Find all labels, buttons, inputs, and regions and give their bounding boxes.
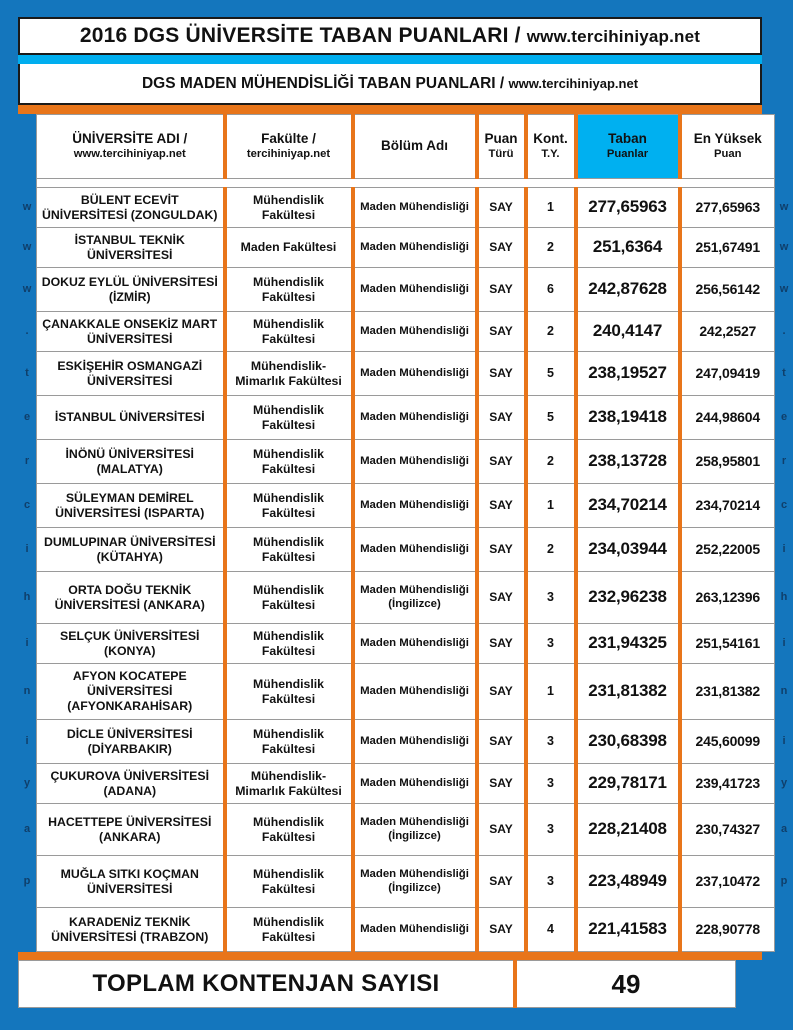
cell-score-type: SAY [477,268,526,312]
cell-department: Maden Mühendisliği [353,484,477,528]
cell-min-score: 238,19527 [576,352,680,396]
cell-quota: 3 [526,764,576,804]
col-header-score-type [477,115,526,179]
cell-min-score: 240,4147 [576,312,680,352]
cell-quota: 3 [526,804,576,856]
table-row[interactable] [37,664,775,720]
scores-table [36,114,775,952]
watermark-spacer [18,114,36,187]
left-watermark-strip [18,114,36,952]
cell-department: Maden Mühendisliği [353,268,477,312]
cell-min-score: 230,68398 [576,720,680,764]
watermark-letter: i [782,637,786,649]
col-header-department [353,115,477,179]
cell-faculty: Mühendislik Fakültesi [225,804,353,856]
cell-faculty: Mühendislik Fakültesi [225,572,353,624]
cell-min-score: 232,96238 [576,572,680,624]
cell-score-type: SAY [477,624,526,664]
right-watermark-strip [775,114,793,952]
bottom-frame [18,1008,762,1030]
cell-university: DİCLE ÜNİVERSİTESİ (DİYARBAKIR) [37,720,225,764]
watermark-letter: h [780,591,788,603]
cell-min-score: 231,81382 [576,664,680,720]
watermark-letter: . [25,325,29,337]
watermark-letter: c [23,499,31,511]
cell-score-type: SAY [477,188,526,228]
watermark-letter: i [25,637,29,649]
col-header-quota-line2: T.Y. [541,147,560,160]
cell-faculty: Mühendislik Fakültesi [225,720,353,764]
cell-score-type: SAY [477,804,526,856]
col-header-quota [526,115,576,179]
cell-min-score: 242,87628 [576,268,680,312]
cell-university: ÇUKUROVA ÜNİVERSİTESİ (ADANA) [37,764,225,804]
table-row[interactable] [37,908,775,952]
cyan-divider [18,55,762,64]
cell-quota: 2 [526,528,576,572]
cell-university: AFYON KOCATEPE ÜNİVERSİTESİ (AFYONKARAHİSAR) [37,664,225,720]
table-row[interactable] [37,804,775,856]
table-row[interactable] [37,188,775,228]
col-header-min-score-line1: Taban [608,131,647,147]
table-row[interactable] [37,528,775,572]
cell-score-type: SAY [477,572,526,624]
header-row [37,115,775,179]
cell-min-score: 234,03944 [576,528,680,572]
page-subtitle-text: DGS MADEN MÜHENDİSLİĞİ TABAN PUANLARI / [141,74,509,92]
cell-department: Maden Mühendisliği (İngilizce) [353,856,477,908]
cell-quota: 1 [526,484,576,528]
watermark-letter: . [782,325,786,337]
cell-quota: 3 [526,720,576,764]
page-title-text: 2016 DGS ÜNİVERSİTE TABAN PUANLARI / [79,24,527,47]
watermark-spacer [775,114,793,187]
cell-max-score: 231,81382 [680,664,775,720]
table-row[interactable] [37,484,775,528]
cell-max-score: 230,74327 [680,804,775,856]
cell-university: İSTANBUL ÜNİVERSİTESİ [37,396,225,440]
page-subtitle [142,75,638,93]
cell-max-score: 251,67491 [680,228,775,268]
watermark-letter: p [780,875,788,887]
cell-university: İSTANBUL TEKNİK ÜNİVERSİTESİ [37,228,225,268]
watermark-letter: w [779,241,789,253]
cell-quota: 5 [526,396,576,440]
cell-university: DOKUZ EYLÜL ÜNİVERSİTESİ (İZMİR) [37,268,225,312]
col-header-score-type-line2: Türü [488,147,514,160]
header-gap-row [37,179,775,188]
cell-university: İNÖNÜ ÜNİVERSİTESİ (MALATYA) [37,440,225,484]
col-header-score-type-line1: Puan [484,131,518,147]
watermark-letter: e [23,411,31,423]
total-label: TOPLAM KONTENJAN SAYISI [19,961,516,1008]
cell-university: ORTA DOĞU TEKNİK ÜNİVERSİTESİ (ANKARA) [37,572,225,624]
cell-university: ESKİŞEHİR OSMANGAZİ ÜNİVERSİTESİ [37,352,225,396]
watermark-letter: w [779,283,789,295]
cell-max-score: 244,98604 [680,396,775,440]
watermark-letter: w [22,201,32,213]
cell-university: HACETTEPE ÜNİVERSİTESİ (ANKARA) [37,804,225,856]
cell-department: Maden Mühendisliği [353,908,477,952]
cell-faculty: Mühendislik Fakültesi [225,528,353,572]
cell-department: Maden Mühendisliği [353,352,477,396]
cell-min-score: 221,41583 [576,908,680,952]
total-row [19,961,736,1008]
cell-department: Maden Mühendisliği [353,624,477,664]
cell-faculty: Mühendislik Fakültesi [225,188,353,228]
table-head [37,115,775,188]
cell-max-score: 234,70214 [680,484,775,528]
cell-department: Maden Mühendisliği [353,440,477,484]
col-header-department-line1: Bölüm Adı [381,138,448,154]
cell-score-type: SAY [477,396,526,440]
watermark-letter: a [23,823,31,835]
cell-min-score: 251,6364 [576,228,680,268]
cell-score-type: SAY [477,664,526,720]
col-header-faculty-line2: tercihiniyap.net [246,147,331,160]
cell-max-score: 263,12396 [680,572,775,624]
cell-score-type: SAY [477,764,526,804]
cell-quota: 4 [526,908,576,952]
watermark-letter: w [779,201,789,213]
table-row[interactable] [37,268,775,312]
cell-min-score: 228,21408 [576,804,680,856]
cell-max-score: 258,95801 [680,440,775,484]
cell-university: SÜLEYMAN DEMİREL ÜNİVERSİTESİ (ISPARTA) [37,484,225,528]
watermark-letter: n [23,685,31,697]
cell-max-score: 245,60099 [680,720,775,764]
cell-score-type: SAY [477,228,526,268]
cell-quota: 2 [526,312,576,352]
col-header-university-line1: ÜNİVERSİTE ADI / [72,131,188,147]
cell-min-score: 223,48949 [576,856,680,908]
table-body [37,188,775,952]
cell-score-type: SAY [477,908,526,952]
watermark-letter: r [781,455,787,467]
cell-department: Maden Mühendisliği (İngilizce) [353,572,477,624]
cell-department: Maden Mühendisliği [353,764,477,804]
cell-max-score: 277,65963 [680,188,775,228]
cell-department: Maden Mühendisliği [353,188,477,228]
cell-faculty: Mühendislik Fakültesi [225,312,353,352]
watermark-letter: y [780,777,788,789]
cell-max-score: 247,09419 [680,352,775,396]
watermark-letter: i [25,543,29,555]
cell-department: Maden Mühendisliği [353,312,477,352]
cell-score-type: SAY [477,312,526,352]
col-header-max-score-line1: En Yüksek [693,131,762,147]
total-area [18,960,762,1008]
watermark-letter: h [23,591,31,603]
table-row[interactable] [37,720,775,764]
table-row[interactable] [37,312,775,352]
watermark-letter: w [22,241,32,253]
table-row[interactable] [37,228,775,268]
cell-faculty: Mühendislik-Mimarlık Fakültesi [225,352,353,396]
cell-min-score: 238,19418 [576,396,680,440]
cell-min-score: 238,13728 [576,440,680,484]
col-header-faculty [225,115,353,179]
watermark-letter: p [23,875,31,887]
cell-quota: 1 [526,664,576,720]
cell-department: Maden Mühendisliği [353,396,477,440]
col-header-quota-line1: Kont. [533,131,568,147]
total-table [18,960,736,1008]
cell-min-score: 231,94325 [576,624,680,664]
cell-quota: 2 [526,228,576,268]
cell-quota: 6 [526,268,576,312]
col-header-max-score-line2: Puan [713,147,742,160]
cell-quota: 3 [526,572,576,624]
watermark-letter: n [780,685,788,697]
cell-quota: 1 [526,188,576,228]
cell-department: Maden Mühendisliği [353,228,477,268]
header-gap-cell [37,179,775,188]
col-header-min-score [576,115,680,179]
cell-score-type: SAY [477,720,526,764]
cell-faculty: Mühendislik Fakültesi [225,484,353,528]
watermark-letter: i [782,735,786,747]
table-row[interactable] [37,624,775,664]
cell-faculty: Mühendislik Fakültesi [225,908,353,952]
cell-min-score: 234,70214 [576,484,680,528]
col-header-university-line2: www.tercihiniyap.net [73,147,186,160]
watermark-letter: y [23,777,31,789]
table-row[interactable] [37,764,775,804]
cell-faculty: Mühendislik Fakültesi [225,664,353,720]
table-row[interactable] [37,572,775,624]
cell-department: Maden Mühendisliği [353,720,477,764]
watermark-letter: t [25,367,29,379]
cell-university: DUMLUPINAR ÜNİVERSİTESİ (KÜTAHYA) [37,528,225,572]
table-row[interactable] [37,396,775,440]
watermark-letter: t [782,367,786,379]
cell-quota: 2 [526,440,576,484]
cell-university: MUĞLA SITKI KOÇMAN ÜNİVERSİTESİ [37,856,225,908]
cell-score-type: SAY [477,440,526,484]
cell-score-type: SAY [477,528,526,572]
cell-faculty: Mühendislik Fakültesi [225,856,353,908]
table-area [18,114,789,952]
cell-quota: 3 [526,856,576,908]
orange-divider-bottom [18,952,762,960]
table-row[interactable] [37,352,775,396]
cell-faculty: Mühendislik Fakültesi [225,396,353,440]
cell-university: BÜLENT ECEVİT ÜNİVERSİTESİ (ZONGULDAK) [37,188,225,228]
watermark-letter: e [780,411,788,423]
cell-quota: 3 [526,624,576,664]
watermark-letter: c [780,499,788,511]
cell-score-type: SAY [477,856,526,908]
cell-faculty: Mühendislik Fakültesi [225,624,353,664]
col-header-university [37,115,225,179]
col-header-faculty-line1: Fakülte / [261,131,316,147]
cell-score-type: SAY [477,484,526,528]
col-header-min-score-line2: Puanlar [606,147,649,160]
page-title-url: www.tercihiniyap.net [526,27,701,46]
cell-faculty: Maden Fakültesi [225,228,353,268]
watermark-letter: i [25,735,29,747]
cell-faculty: Mühendislik-Mimarlık Fakültesi [225,764,353,804]
table-row[interactable] [37,856,775,908]
cell-max-score: 242,2527 [680,312,775,352]
cell-score-type: SAY [477,352,526,396]
orange-divider-top [18,105,762,114]
watermark-letter: w [22,283,32,295]
cell-quota: 5 [526,352,576,396]
cell-university: KARADENİZ TEKNİK ÜNİVERSİTESİ (TRABZON) [37,908,225,952]
cell-faculty: Mühendislik Fakültesi [225,268,353,312]
cell-max-score: 228,90778 [680,908,775,952]
cell-min-score: 229,78171 [576,764,680,804]
col-header-max-score [680,115,775,179]
page-title [80,24,700,48]
cell-department: Maden Mühendisliği (İngilizce) [353,804,477,856]
cell-max-score: 252,22005 [680,528,775,572]
cell-min-score: 277,65963 [576,188,680,228]
cell-faculty: Mühendislik Fakültesi [225,440,353,484]
watermark-letter: i [782,543,786,555]
cell-max-score: 256,56142 [680,268,775,312]
watermark-letter: a [780,823,788,835]
table-row[interactable] [37,440,775,484]
cell-university: SELÇUK ÜNİVERSİTESİ (KONYA) [37,624,225,664]
watermark-letter: r [24,455,30,467]
poster-root [0,17,789,999]
page-subtitle-url: www.tercihiniyap.net [508,75,639,91]
cell-department: Maden Mühendisliği [353,664,477,720]
cell-university: ÇANAKKALE ONSEKİZ MART ÜNİVERSİTESİ [37,312,225,352]
total-value: 49 [515,961,736,1008]
cell-max-score: 239,41723 [680,764,775,804]
cell-max-score: 251,54161 [680,624,775,664]
cell-department: Maden Mühendisliği [353,528,477,572]
main-title-band [18,17,762,55]
cell-max-score: 237,10472 [680,856,775,908]
subtitle-band [18,64,762,105]
